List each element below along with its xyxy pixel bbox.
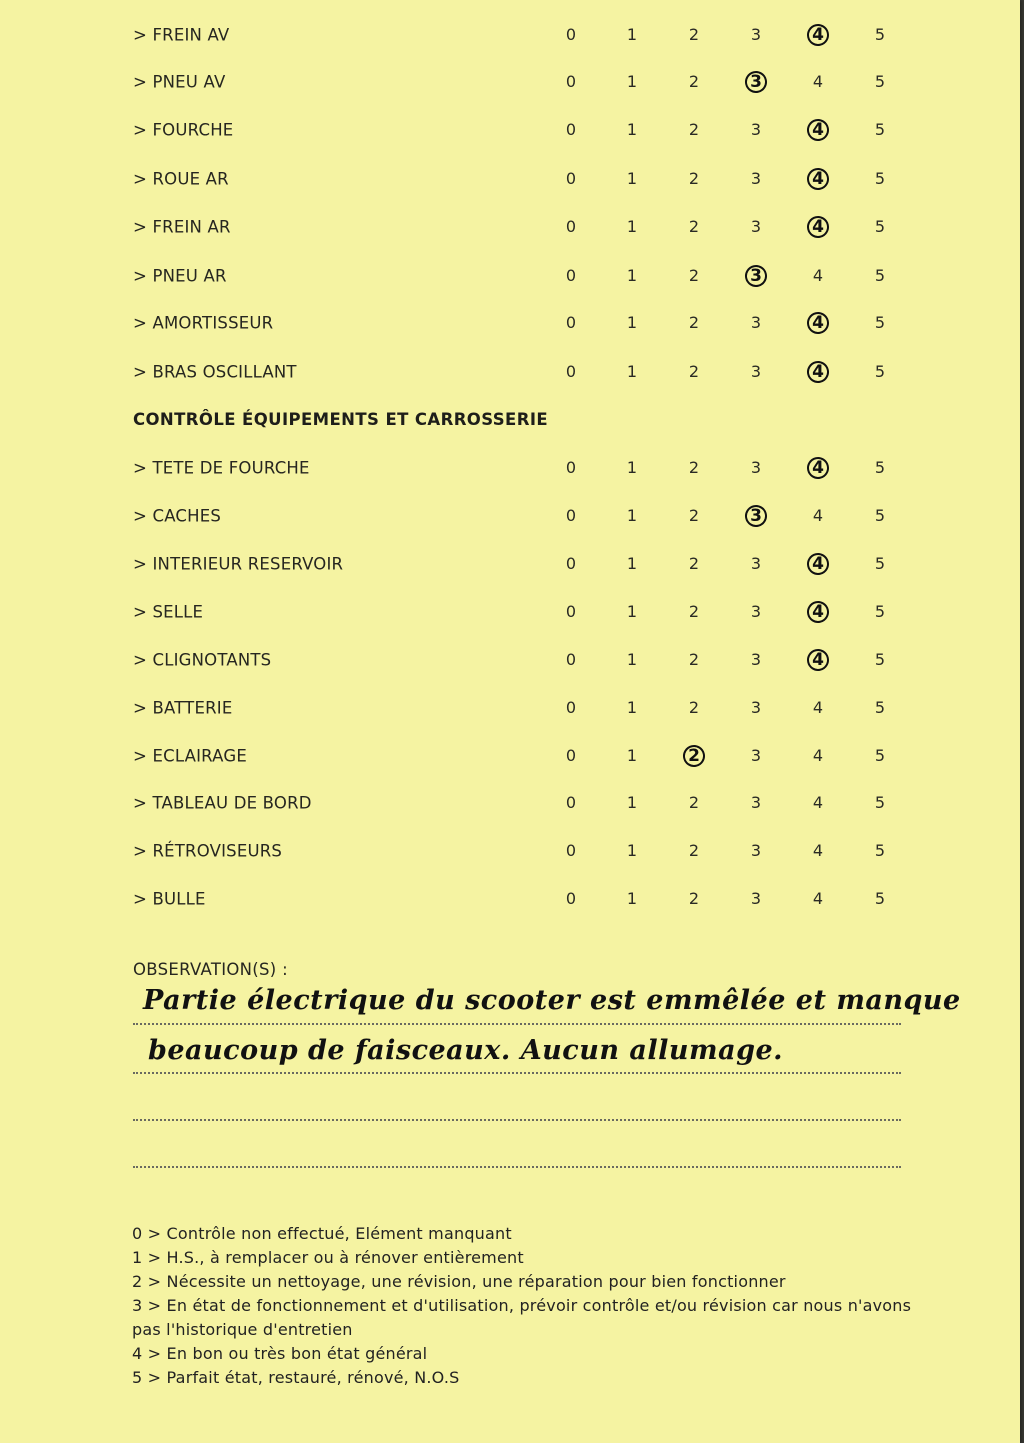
rating-row (0, 693, 1020, 723)
score-0 (556, 741, 586, 771)
score-value: 5 (874, 458, 886, 477)
score-value: 2 (688, 698, 700, 717)
score-value: 0 (565, 25, 577, 44)
score-value: 2 (688, 650, 700, 669)
row-label: > BRAS OSCILLANT (133, 362, 297, 382)
score-value: 4 (812, 120, 824, 140)
score-3 (741, 212, 771, 242)
score-3 (741, 453, 771, 483)
row-label: > AMORTISSEUR (133, 313, 274, 333)
score-2 (679, 357, 709, 387)
row-label: > BULLE (133, 889, 206, 909)
score-value: 3 (750, 841, 762, 860)
row-label: > RÉTROVISEURS (133, 841, 283, 861)
score-3 (741, 261, 771, 291)
score-5 (865, 741, 895, 771)
score-4 (803, 261, 833, 291)
handwritten-circle-mark (805, 214, 831, 240)
score-value: 2 (688, 169, 700, 188)
score-1 (617, 884, 647, 914)
score-3 (741, 693, 771, 723)
score-value: 4 (812, 746, 824, 765)
score-value: 0 (565, 793, 577, 812)
score-3 (741, 884, 771, 914)
score-1 (617, 597, 647, 627)
score-5 (865, 308, 895, 338)
row-label: > BATTERIE (133, 698, 233, 718)
observation-line-1 (133, 1023, 901, 1025)
score-3 (741, 741, 771, 771)
score-5 (865, 261, 895, 291)
score-2 (679, 212, 709, 242)
score-value: 3 (750, 554, 762, 573)
score-value: 1 (626, 169, 638, 188)
score-2 (679, 453, 709, 483)
score-value: 2 (688, 120, 700, 139)
row-label: > SELLE (133, 602, 204, 622)
rating-row (0, 453, 1020, 483)
score-2 (679, 788, 709, 818)
score-value: 2 (688, 72, 700, 91)
score-5 (865, 645, 895, 675)
score-2 (679, 549, 709, 579)
score-value: 5 (874, 217, 886, 236)
score-value: 2 (688, 793, 700, 812)
score-3 (741, 645, 771, 675)
score-value: 3 (750, 746, 762, 765)
rating-legend (132, 1222, 917, 1390)
score-5 (865, 164, 895, 194)
score-value: 2 (688, 506, 700, 525)
score-value: 4 (812, 169, 824, 189)
score-value: 2 (688, 458, 700, 477)
score-value: 5 (874, 746, 886, 765)
score-4 (803, 597, 833, 627)
score-2 (679, 884, 709, 914)
score-value: 5 (874, 554, 886, 573)
score-4 (803, 645, 833, 675)
score-value: 3 (750, 793, 762, 812)
handwritten-observation-line-2: beaucoup de faisceaux. Aucun allumage. (148, 1035, 784, 1066)
score-value: 1 (626, 362, 638, 381)
score-0 (556, 645, 586, 675)
score-5 (865, 836, 895, 866)
score-3 (741, 597, 771, 627)
score-value: 1 (626, 313, 638, 332)
score-4 (803, 212, 833, 242)
observation-line-4 (133, 1166, 901, 1168)
observations-label: OBSERVATION(S) : (133, 960, 288, 979)
handwritten-circle-mark (805, 599, 831, 625)
score-2 (679, 741, 709, 771)
rating-row (0, 788, 1020, 818)
score-4 (803, 453, 833, 483)
score-value: 4 (812, 266, 824, 285)
score-value: 1 (626, 217, 638, 236)
score-4 (803, 20, 833, 50)
handwritten-circle-mark (681, 743, 707, 769)
score-value: 5 (874, 25, 886, 44)
score-value: 3 (750, 889, 762, 908)
handwritten-circle-mark (743, 503, 769, 529)
score-3 (741, 20, 771, 50)
score-0 (556, 67, 586, 97)
rating-row (0, 884, 1020, 914)
legend-item: 2 > Nécessite un nettoyage, une révision, une réparation pour bien fonctionner (132, 1272, 786, 1291)
legend-item: 4 > En bon ou très bon état général (132, 1344, 428, 1363)
score-value: 0 (565, 602, 577, 621)
score-value: 1 (626, 650, 638, 669)
score-1 (617, 693, 647, 723)
score-value: 3 (750, 217, 762, 236)
section-title: CONTRÔLE ÉQUIPEMENTS ET CARROSSERIE (133, 410, 549, 429)
score-3 (741, 67, 771, 97)
row-label: > FREIN AV (133, 25, 230, 45)
score-value: 0 (565, 746, 577, 765)
score-0 (556, 261, 586, 291)
score-1 (617, 836, 647, 866)
score-value: 1 (626, 554, 638, 573)
score-value: 5 (874, 506, 886, 525)
score-5 (865, 115, 895, 145)
score-3 (741, 357, 771, 387)
score-value: 0 (565, 217, 577, 236)
score-value: 2 (688, 889, 700, 908)
score-value: 2 (688, 266, 700, 285)
score-value: 1 (626, 72, 638, 91)
score-value: 3 (750, 458, 762, 477)
score-value: 3 (750, 266, 762, 286)
score-value: 0 (565, 72, 577, 91)
score-3 (741, 836, 771, 866)
score-2 (679, 308, 709, 338)
rating-row (0, 645, 1020, 675)
score-4 (803, 357, 833, 387)
score-2 (679, 645, 709, 675)
score-value: 5 (874, 169, 886, 188)
handwritten-circle-mark (805, 359, 831, 385)
score-value: 3 (750, 506, 762, 526)
score-4 (803, 549, 833, 579)
score-3 (741, 788, 771, 818)
score-value: 5 (874, 72, 886, 91)
score-1 (617, 67, 647, 97)
score-3 (741, 115, 771, 145)
score-1 (617, 645, 647, 675)
score-0 (556, 597, 586, 627)
score-4 (803, 115, 833, 145)
score-value: 2 (688, 602, 700, 621)
score-1 (617, 212, 647, 242)
rating-row (0, 836, 1020, 866)
score-2 (679, 164, 709, 194)
score-value: 2 (688, 25, 700, 44)
legend-item: 0 > Contrôle non effectué, Elément manquant (132, 1224, 512, 1243)
score-value: 3 (750, 650, 762, 669)
score-value: 1 (626, 746, 638, 765)
score-value: 0 (565, 650, 577, 669)
score-5 (865, 884, 895, 914)
score-5 (865, 788, 895, 818)
score-value: 1 (626, 602, 638, 621)
legend-item: 1 > H.S., à remplacer ou à rénover entièrement (132, 1248, 524, 1267)
score-value: 5 (874, 313, 886, 332)
score-0 (556, 549, 586, 579)
score-value: 1 (626, 506, 638, 525)
score-1 (617, 549, 647, 579)
score-3 (741, 549, 771, 579)
score-value: 2 (688, 841, 700, 860)
score-0 (556, 501, 586, 531)
score-value: 3 (750, 313, 762, 332)
score-3 (741, 308, 771, 338)
handwritten-circle-mark (805, 455, 831, 481)
rating-row (0, 501, 1020, 531)
score-1 (617, 308, 647, 338)
score-2 (679, 20, 709, 50)
score-value: 5 (874, 120, 886, 139)
score-3 (741, 501, 771, 531)
score-1 (617, 357, 647, 387)
score-value: 1 (626, 793, 638, 812)
observation-line-2 (133, 1072, 901, 1074)
score-5 (865, 501, 895, 531)
score-value: 4 (812, 313, 824, 333)
score-value: 4 (812, 72, 824, 91)
handwritten-observation-line-1: Partie électrique du scooter est emmêlée et manque (143, 985, 961, 1016)
score-3 (741, 164, 771, 194)
score-value: 2 (688, 746, 700, 766)
score-value: 0 (565, 169, 577, 188)
score-4 (803, 788, 833, 818)
row-label: > FOURCHE (133, 120, 234, 140)
score-value: 4 (812, 698, 824, 717)
score-value: 5 (874, 362, 886, 381)
score-value: 2 (688, 217, 700, 236)
score-value: 2 (688, 554, 700, 573)
rating-row (0, 357, 1020, 387)
score-value: 3 (750, 25, 762, 44)
score-0 (556, 115, 586, 145)
score-1 (617, 261, 647, 291)
score-value: 4 (812, 650, 824, 670)
score-value: 0 (565, 506, 577, 525)
score-value: 3 (750, 602, 762, 621)
rating-row (0, 67, 1020, 97)
score-4 (803, 693, 833, 723)
row-label: > ECLAIRAGE (133, 746, 247, 766)
score-value: 2 (688, 313, 700, 332)
score-5 (865, 693, 895, 723)
score-value: 4 (812, 602, 824, 622)
score-2 (679, 836, 709, 866)
score-2 (679, 693, 709, 723)
score-value: 5 (874, 698, 886, 717)
score-value: 0 (565, 458, 577, 477)
handwritten-circle-mark (805, 647, 831, 673)
score-value: 3 (750, 72, 762, 92)
score-2 (679, 261, 709, 291)
handwritten-circle-mark (805, 117, 831, 143)
row-label: > PNEU AR (133, 266, 227, 286)
score-value: 2 (688, 362, 700, 381)
score-0 (556, 884, 586, 914)
score-value: 3 (750, 120, 762, 139)
rating-row (0, 261, 1020, 291)
score-value: 3 (750, 169, 762, 188)
row-label: > CLIGNOTANTS (133, 650, 272, 670)
score-1 (617, 164, 647, 194)
score-5 (865, 453, 895, 483)
score-value: 0 (565, 889, 577, 908)
score-4 (803, 741, 833, 771)
rating-row (0, 164, 1020, 194)
row-label: > PNEU AV (133, 72, 226, 92)
score-5 (865, 212, 895, 242)
score-value: 4 (812, 889, 824, 908)
row-label: > INTERIEUR RESERVOIR (133, 554, 344, 574)
score-0 (556, 453, 586, 483)
score-value: 1 (626, 889, 638, 908)
score-value: 3 (750, 698, 762, 717)
rating-row (0, 212, 1020, 242)
score-value: 4 (812, 793, 824, 812)
row-label: > FREIN AR (133, 217, 231, 237)
score-4 (803, 164, 833, 194)
score-0 (556, 693, 586, 723)
legend-item: 5 > Parfait état, restauré, rénové, N.O.S (132, 1368, 460, 1387)
score-value: 4 (812, 362, 824, 382)
rating-row (0, 115, 1020, 145)
score-value: 4 (812, 458, 824, 478)
rating-row (0, 20, 1020, 50)
rating-row (0, 549, 1020, 579)
score-1 (617, 115, 647, 145)
score-0 (556, 788, 586, 818)
score-0 (556, 20, 586, 50)
score-value: 5 (874, 266, 886, 285)
score-1 (617, 20, 647, 50)
score-0 (556, 308, 586, 338)
score-4 (803, 308, 833, 338)
score-value: 0 (565, 698, 577, 717)
score-value: 1 (626, 698, 638, 717)
score-5 (865, 67, 895, 97)
score-2 (679, 115, 709, 145)
score-1 (617, 741, 647, 771)
score-value: 5 (874, 793, 886, 812)
score-4 (803, 884, 833, 914)
score-2 (679, 67, 709, 97)
score-value: 4 (812, 25, 824, 45)
handwritten-circle-mark (743, 69, 769, 95)
score-value: 0 (565, 313, 577, 332)
score-value: 4 (812, 217, 824, 237)
score-value: 0 (565, 120, 577, 139)
score-value: 4 (812, 841, 824, 860)
legend-item: 3 > En état de fonctionnement et d'utilisation, prévoir contrôle et/ou révision car nous n'avons pas l'historique d'entretien (132, 1296, 917, 1339)
score-value: 4 (812, 554, 824, 574)
handwritten-circle-mark (805, 551, 831, 577)
rating-row (0, 597, 1020, 627)
handwritten-circle-mark (743, 263, 769, 289)
score-value: 1 (626, 266, 638, 285)
score-0 (556, 836, 586, 866)
score-value: 3 (750, 362, 762, 381)
score-5 (865, 549, 895, 579)
score-2 (679, 501, 709, 531)
row-label: > TABLEAU DE BORD (133, 793, 312, 813)
score-value: 1 (626, 841, 638, 860)
row-label: > TETE DE FOURCHE (133, 458, 310, 478)
row-label: > CACHES (133, 506, 222, 526)
score-0 (556, 357, 586, 387)
score-1 (617, 788, 647, 818)
handwritten-circle-mark (805, 22, 831, 48)
score-5 (865, 357, 895, 387)
score-value: 5 (874, 602, 886, 621)
score-0 (556, 212, 586, 242)
rating-row (0, 741, 1020, 771)
score-value: 0 (565, 841, 577, 860)
handwritten-circle-mark (805, 310, 831, 336)
handwritten-circle-mark (805, 166, 831, 192)
score-value: 0 (565, 266, 577, 285)
score-5 (865, 20, 895, 50)
score-value: 0 (565, 554, 577, 573)
score-value: 5 (874, 650, 886, 669)
score-1 (617, 453, 647, 483)
score-2 (679, 597, 709, 627)
row-label: > ROUE AR (133, 169, 229, 189)
score-value: 5 (874, 841, 886, 860)
rating-row (0, 308, 1020, 338)
score-value: 4 (812, 506, 824, 525)
score-value: 1 (626, 458, 638, 477)
score-4 (803, 67, 833, 97)
score-value: 1 (626, 120, 638, 139)
score-4 (803, 501, 833, 531)
score-0 (556, 164, 586, 194)
score-1 (617, 501, 647, 531)
score-5 (865, 597, 895, 627)
score-4 (803, 836, 833, 866)
score-value: 5 (874, 889, 886, 908)
observation-line-3 (133, 1119, 901, 1121)
score-value: 0 (565, 362, 577, 381)
score-value: 1 (626, 25, 638, 44)
